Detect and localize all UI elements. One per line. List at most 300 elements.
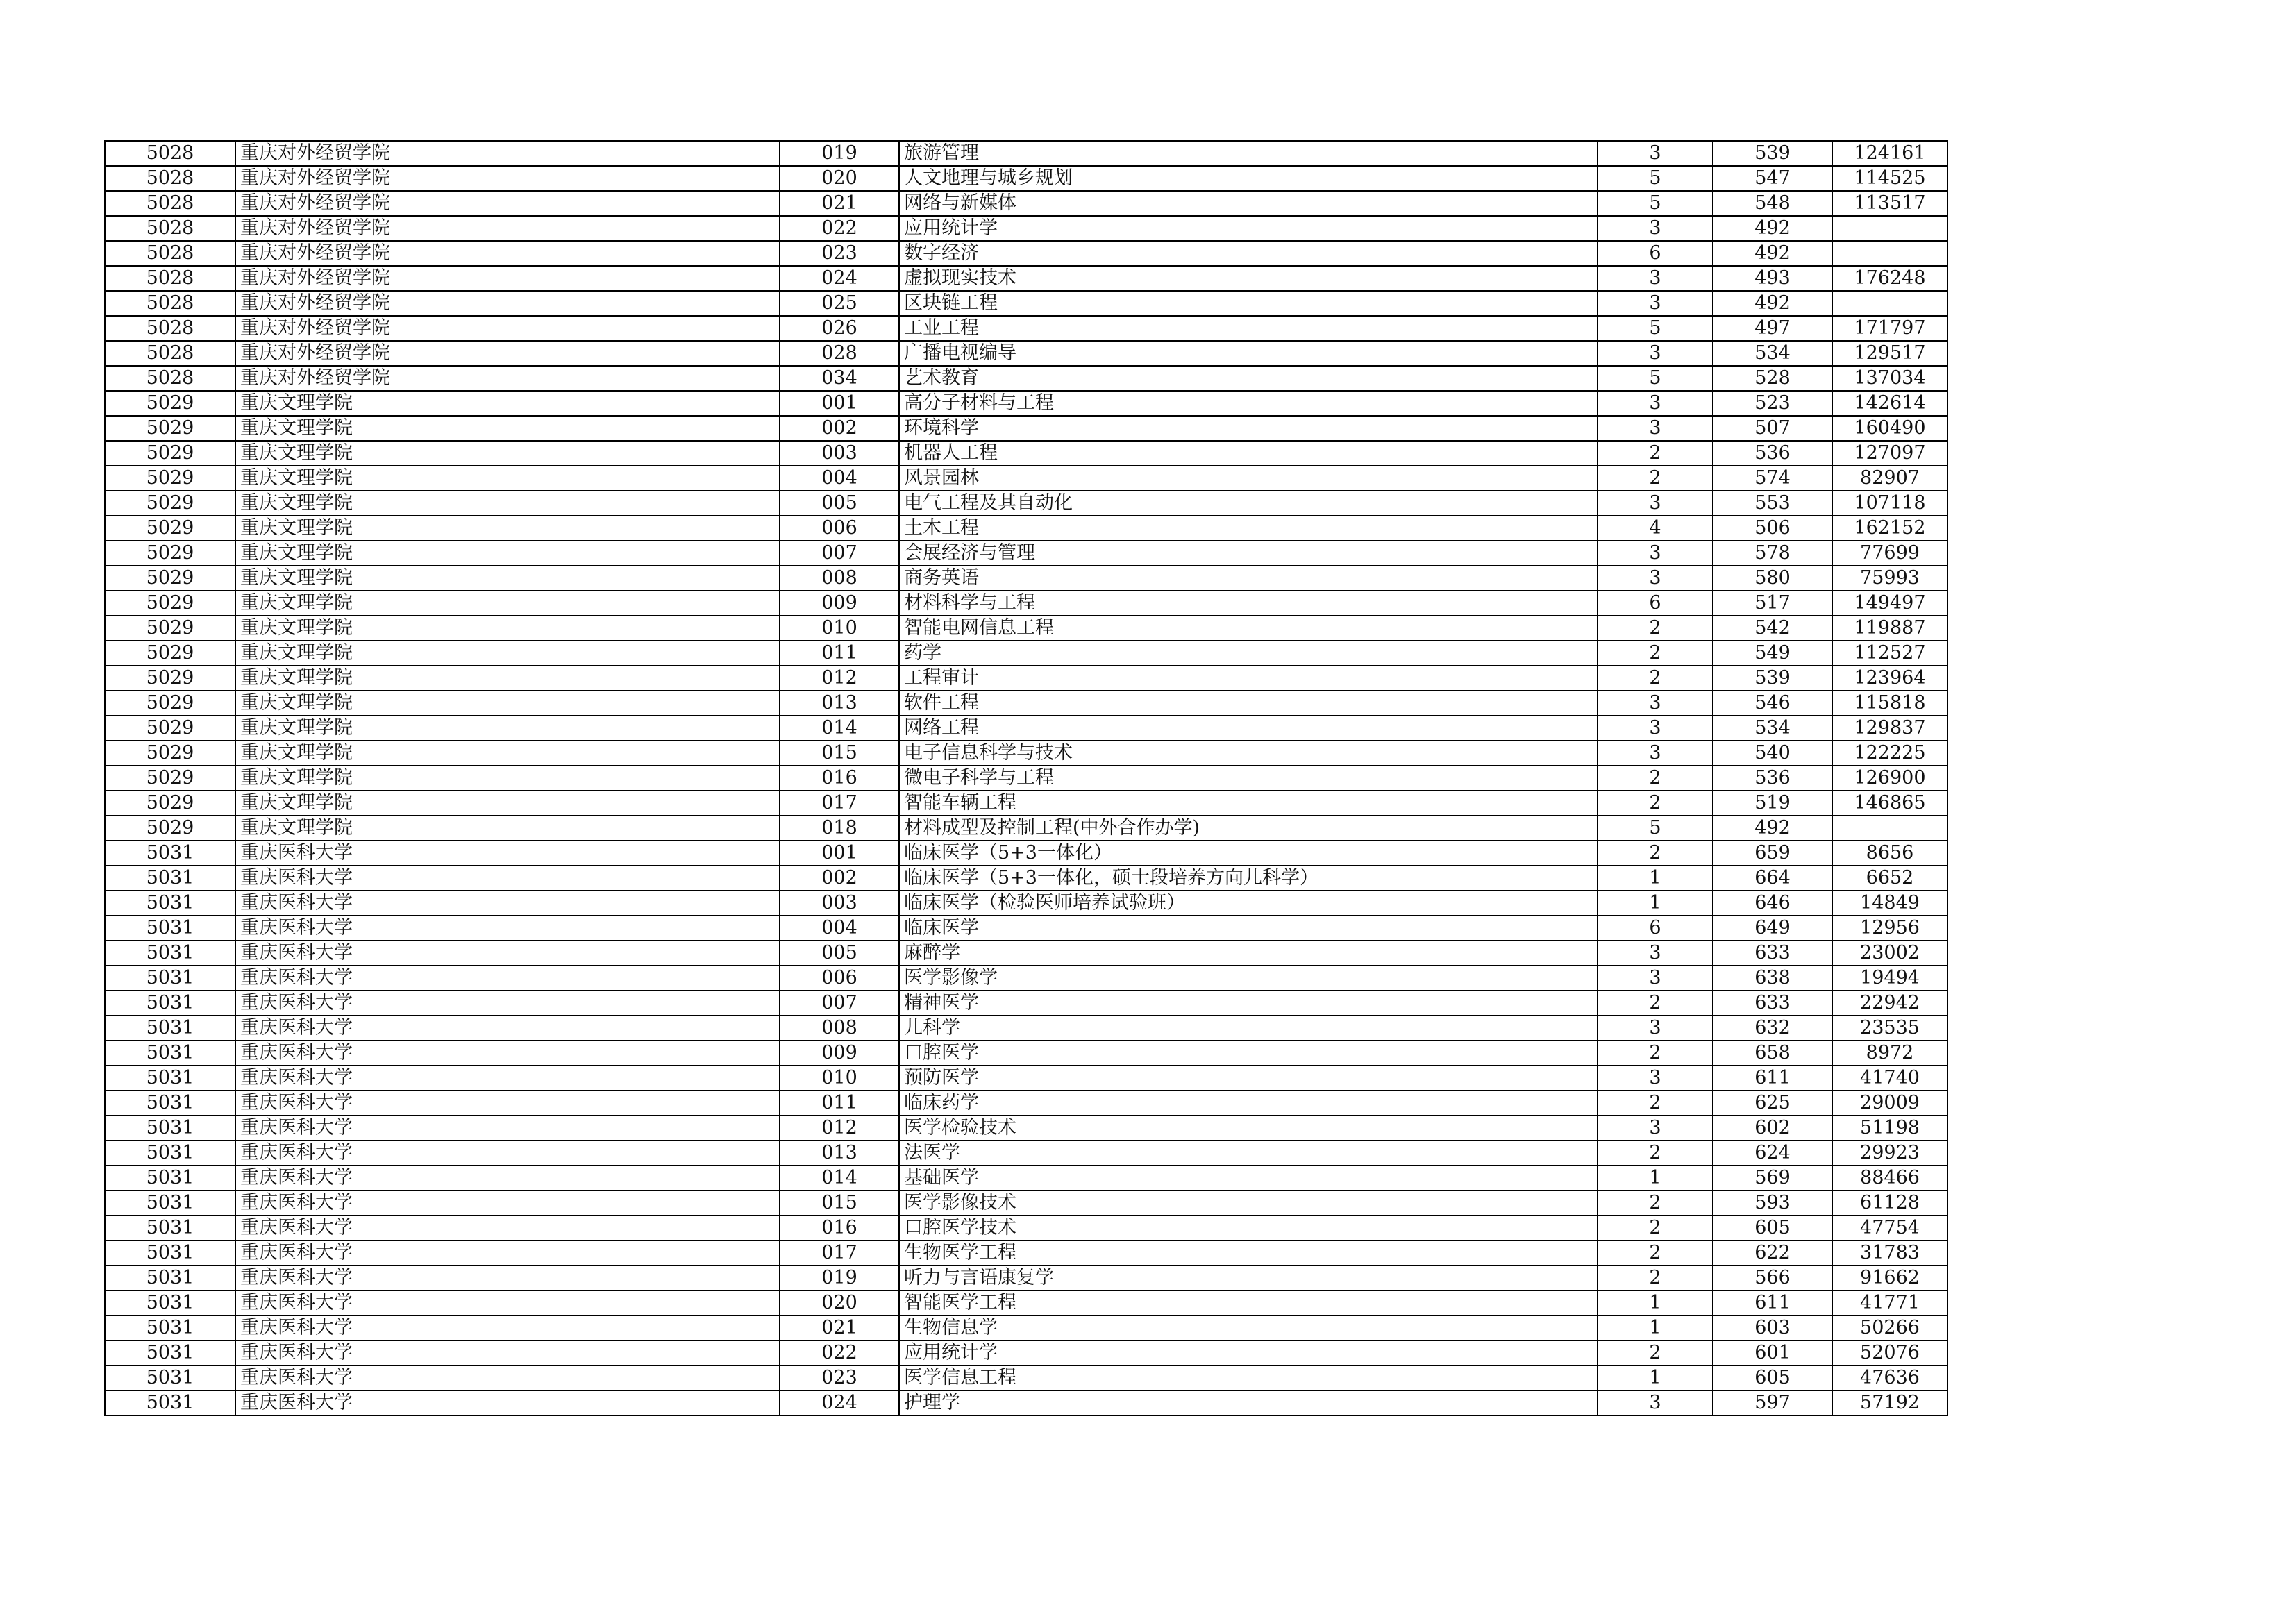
school-code-cell: 5031 [105, 1390, 235, 1415]
min-rank-cell: 19494 [1832, 966, 1947, 991]
school-code-cell: 5028 [105, 216, 235, 241]
min-score-cell: 497 [1713, 316, 1832, 341]
major-code-cell: 013 [780, 1141, 899, 1166]
school-code-cell: 5029 [105, 816, 235, 841]
major-name-cell: 材料科学与工程 [899, 591, 1598, 616]
school-name-cell: 重庆对外经贸学院 [235, 191, 780, 216]
school-name-cell: 重庆医科大学 [235, 1191, 780, 1216]
major-code-cell: 015 [780, 741, 899, 766]
major-code-cell: 014 [780, 716, 899, 741]
school-name-cell: 重庆对外经贸学院 [235, 241, 780, 266]
min-score-cell: 492 [1713, 216, 1832, 241]
school-name-cell: 重庆文理学院 [235, 716, 780, 741]
table-row [105, 941, 1947, 966]
min-rank-cell: 51198 [1832, 1116, 1947, 1141]
major-name-cell: 医学影像技术 [899, 1191, 1598, 1216]
table-row [105, 516, 1947, 541]
plan-count-cell: 3 [1598, 941, 1713, 966]
table-row [105, 416, 1947, 441]
min-score-cell: 517 [1713, 591, 1832, 616]
min-score-cell: 492 [1713, 816, 1832, 841]
table-row [105, 866, 1947, 891]
school-name-cell: 重庆文理学院 [235, 541, 780, 566]
min-score-cell: 593 [1713, 1191, 1832, 1216]
school-name-cell: 重庆医科大学 [235, 1041, 780, 1066]
table-row [105, 1116, 1947, 1141]
school-name-cell: 重庆文理学院 [235, 441, 780, 466]
school-code-cell: 5031 [105, 841, 235, 866]
plan-count-cell: 6 [1598, 591, 1713, 616]
min-score-cell: 632 [1713, 1016, 1832, 1041]
min-score-cell: 553 [1713, 491, 1832, 516]
min-rank-cell: 160490 [1832, 416, 1947, 441]
school-code-cell: 5031 [105, 941, 235, 966]
school-code-cell: 5031 [105, 1265, 235, 1290]
table-row [105, 1390, 1947, 1415]
plan-count-cell: 1 [1598, 1315, 1713, 1340]
plan-count-cell: 3 [1598, 416, 1713, 441]
major-code-cell: 018 [780, 816, 899, 841]
table-row [105, 1216, 1947, 1241]
school-code-cell: 5031 [105, 991, 235, 1016]
min-score-cell: 605 [1713, 1216, 1832, 1241]
min-score-cell: 540 [1713, 741, 1832, 766]
min-score-cell: 548 [1713, 191, 1832, 216]
min-rank-cell: 126900 [1832, 766, 1947, 791]
major-name-cell: 智能车辆工程 [899, 791, 1598, 816]
min-rank-cell: 47754 [1832, 1216, 1947, 1241]
min-score-cell: 633 [1713, 941, 1832, 966]
major-name-cell: 智能电网信息工程 [899, 616, 1598, 641]
school-name-cell: 重庆对外经贸学院 [235, 291, 780, 316]
min-score-cell: 542 [1713, 616, 1832, 641]
table-row [105, 991, 1947, 1016]
school-name-cell: 重庆文理学院 [235, 416, 780, 441]
major-name-cell: 电气工程及其自动化 [899, 491, 1598, 516]
min-score-cell: 633 [1713, 991, 1832, 1016]
table-row [105, 666, 1947, 691]
major-name-cell: 微电子科学与工程 [899, 766, 1598, 791]
major-name-cell: 生物信息学 [899, 1315, 1598, 1340]
school-name-cell: 重庆医科大学 [235, 1141, 780, 1166]
school-code-cell: 5028 [105, 291, 235, 316]
major-name-cell: 听力与言语康复学 [899, 1265, 1598, 1290]
school-code-cell: 5029 [105, 666, 235, 691]
plan-count-cell: 5 [1598, 166, 1713, 191]
major-code-cell: 006 [780, 516, 899, 541]
school-name-cell: 重庆对外经贸学院 [235, 141, 780, 166]
major-code-cell: 034 [780, 366, 899, 391]
school-name-cell: 重庆医科大学 [235, 916, 780, 941]
school-name-cell: 重庆对外经贸学院 [235, 366, 780, 391]
table-row [105, 391, 1947, 416]
plan-count-cell: 5 [1598, 191, 1713, 216]
min-score-cell: 539 [1713, 141, 1832, 166]
school-code-cell: 5029 [105, 591, 235, 616]
school-code-cell: 5029 [105, 466, 235, 491]
min-score-cell: 611 [1713, 1290, 1832, 1315]
school-name-cell: 重庆医科大学 [235, 1241, 780, 1265]
major-name-cell: 工业工程 [899, 316, 1598, 341]
school-code-cell: 5029 [105, 741, 235, 766]
table-row [105, 916, 1947, 941]
major-code-cell: 025 [780, 291, 899, 316]
school-code-cell: 5028 [105, 191, 235, 216]
school-code-cell: 5031 [105, 1290, 235, 1315]
min-score-cell: 601 [1713, 1340, 1832, 1365]
major-code-cell: 003 [780, 891, 899, 916]
plan-count-cell: 2 [1598, 666, 1713, 691]
min-score-cell: 506 [1713, 516, 1832, 541]
min-score-cell: 493 [1713, 266, 1832, 291]
major-code-cell: 007 [780, 991, 899, 1016]
major-name-cell: 临床医学 [899, 916, 1598, 941]
plan-count-cell: 6 [1598, 916, 1713, 941]
school-name-cell: 重庆医科大学 [235, 1365, 780, 1390]
major-name-cell: 艺术教育 [899, 366, 1598, 391]
plan-count-cell: 2 [1598, 466, 1713, 491]
school-name-cell: 重庆对外经贸学院 [235, 316, 780, 341]
min-score-cell: 625 [1713, 1091, 1832, 1116]
min-rank-cell: 119887 [1832, 616, 1947, 641]
major-code-cell: 013 [780, 691, 899, 716]
major-code-cell: 026 [780, 316, 899, 341]
table-row [105, 766, 1947, 791]
min-score-cell: 536 [1713, 766, 1832, 791]
table-row [105, 641, 1947, 666]
min-rank-cell: 31783 [1832, 1241, 1947, 1265]
plan-count-cell: 3 [1598, 291, 1713, 316]
plan-count-cell: 3 [1598, 266, 1713, 291]
min-score-cell: 534 [1713, 341, 1832, 366]
plan-count-cell: 6 [1598, 241, 1713, 266]
min-rank-cell: 142614 [1832, 391, 1947, 416]
major-name-cell: 儿科学 [899, 1016, 1598, 1041]
plan-count-cell: 3 [1598, 541, 1713, 566]
min-score-cell: 646 [1713, 891, 1832, 916]
table-row [105, 466, 1947, 491]
major-name-cell: 临床医学（5+3一体化，硕士段培养方向儿科学） [899, 866, 1598, 891]
min-score-cell: 528 [1713, 366, 1832, 391]
plan-count-cell: 2 [1598, 1141, 1713, 1166]
school-code-cell: 5029 [105, 541, 235, 566]
plan-count-cell: 3 [1598, 566, 1713, 591]
min-score-cell: 664 [1713, 866, 1832, 891]
min-rank-cell: 12956 [1832, 916, 1947, 941]
school-code-cell: 5031 [105, 1216, 235, 1241]
plan-count-cell: 1 [1598, 1166, 1713, 1191]
table-row [105, 1141, 1947, 1166]
major-code-cell: 017 [780, 791, 899, 816]
table-body [105, 141, 1947, 1415]
school-name-cell: 重庆文理学院 [235, 516, 780, 541]
plan-count-cell: 3 [1598, 391, 1713, 416]
min-score-cell: 624 [1713, 1141, 1832, 1166]
table-row [105, 366, 1947, 391]
table-row [105, 441, 1947, 466]
min-rank-cell: 129837 [1832, 716, 1947, 741]
min-score-cell: 569 [1713, 1166, 1832, 1191]
school-code-cell: 5029 [105, 716, 235, 741]
min-rank-cell: 82907 [1832, 466, 1947, 491]
min-rank-cell [1832, 291, 1947, 316]
table-row [105, 966, 1947, 991]
min-rank-cell: 50266 [1832, 1315, 1947, 1340]
min-rank-cell: 171797 [1832, 316, 1947, 341]
min-rank-cell: 47636 [1832, 1365, 1947, 1390]
min-score-cell: 549 [1713, 641, 1832, 666]
major-code-cell: 023 [780, 241, 899, 266]
min-rank-cell: 29009 [1832, 1091, 1947, 1116]
major-code-cell: 008 [780, 1016, 899, 1041]
min-score-cell: 658 [1713, 1041, 1832, 1066]
plan-count-cell: 3 [1598, 741, 1713, 766]
major-name-cell: 商务英语 [899, 566, 1598, 591]
major-name-cell: 临床医学（检验医师培养试验班） [899, 891, 1598, 916]
table-row [105, 1091, 1947, 1116]
plan-count-cell: 2 [1598, 766, 1713, 791]
major-name-cell: 医学信息工程 [899, 1365, 1598, 1390]
min-rank-cell: 22942 [1832, 991, 1947, 1016]
school-name-cell: 重庆医科大学 [235, 891, 780, 916]
major-code-cell: 028 [780, 341, 899, 366]
min-rank-cell: 52076 [1832, 1340, 1947, 1365]
school-code-cell: 5031 [105, 1191, 235, 1216]
major-name-cell: 智能医学工程 [899, 1290, 1598, 1315]
min-score-cell: 638 [1713, 966, 1832, 991]
min-score-cell: 649 [1713, 916, 1832, 941]
table-row [105, 1166, 1947, 1191]
school-code-cell: 5031 [105, 916, 235, 941]
min-rank-cell: 88466 [1832, 1166, 1947, 1191]
major-name-cell: 机器人工程 [899, 441, 1598, 466]
school-name-cell: 重庆对外经贸学院 [235, 266, 780, 291]
school-name-cell: 重庆对外经贸学院 [235, 216, 780, 241]
plan-count-cell: 2 [1598, 616, 1713, 641]
major-code-cell: 005 [780, 491, 899, 516]
major-name-cell: 生物医学工程 [899, 1241, 1598, 1265]
plan-count-cell: 2 [1598, 1241, 1713, 1265]
table-row [105, 566, 1947, 591]
min-rank-cell: 127097 [1832, 441, 1947, 466]
data-sheet [104, 140, 1947, 1482]
school-name-cell: 重庆医科大学 [235, 941, 780, 966]
school-code-cell: 5028 [105, 316, 235, 341]
major-name-cell: 广播电视编导 [899, 341, 1598, 366]
plan-count-cell: 2 [1598, 1091, 1713, 1116]
school-name-cell: 重庆医科大学 [235, 1216, 780, 1241]
table-row [105, 1290, 1947, 1315]
major-code-cell: 011 [780, 1091, 899, 1116]
school-name-cell: 重庆对外经贸学院 [235, 341, 780, 366]
min-rank-cell: 8656 [1832, 841, 1947, 866]
min-score-cell: 622 [1713, 1241, 1832, 1265]
school-code-cell: 5031 [105, 1091, 235, 1116]
major-code-cell: 007 [780, 541, 899, 566]
school-name-cell: 重庆文理学院 [235, 591, 780, 616]
major-code-cell: 004 [780, 466, 899, 491]
min-score-cell: 611 [1713, 1066, 1832, 1091]
major-name-cell: 预防医学 [899, 1066, 1598, 1091]
plan-count-cell: 2 [1598, 1191, 1713, 1216]
major-name-cell: 土木工程 [899, 516, 1598, 541]
school-code-cell: 5031 [105, 966, 235, 991]
school-name-cell: 重庆医科大学 [235, 866, 780, 891]
min-rank-cell: 57192 [1832, 1390, 1947, 1415]
school-code-cell: 5031 [105, 1340, 235, 1365]
school-name-cell: 重庆文理学院 [235, 616, 780, 641]
school-code-cell: 5031 [105, 1116, 235, 1141]
major-code-cell: 023 [780, 1365, 899, 1390]
min-rank-cell: 41771 [1832, 1290, 1947, 1315]
school-code-cell: 5031 [105, 866, 235, 891]
plan-count-cell: 3 [1598, 491, 1713, 516]
table-row [105, 241, 1947, 266]
school-name-cell: 重庆医科大学 [235, 1091, 780, 1116]
min-rank-cell: 75993 [1832, 566, 1947, 591]
school-name-cell: 重庆文理学院 [235, 666, 780, 691]
plan-count-cell: 2 [1598, 1265, 1713, 1290]
major-name-cell: 区块链工程 [899, 291, 1598, 316]
school-name-cell: 重庆医科大学 [235, 1265, 780, 1290]
min-score-cell: 519 [1713, 791, 1832, 816]
min-score-cell: 605 [1713, 1365, 1832, 1390]
table-row [105, 816, 1947, 841]
plan-count-cell: 3 [1598, 341, 1713, 366]
min-rank-cell: 137034 [1832, 366, 1947, 391]
major-name-cell: 基础医学 [899, 1166, 1598, 1191]
school-code-cell: 5031 [105, 1141, 235, 1166]
school-name-cell: 重庆医科大学 [235, 991, 780, 1016]
major-code-cell: 024 [780, 266, 899, 291]
school-name-cell: 重庆对外经贸学院 [235, 166, 780, 191]
major-code-cell: 001 [780, 841, 899, 866]
table-row [105, 541, 1947, 566]
major-name-cell: 数字经济 [899, 241, 1598, 266]
major-name-cell: 应用统计学 [899, 216, 1598, 241]
min-score-cell: 597 [1713, 1390, 1832, 1415]
table-row [105, 1315, 1947, 1340]
school-code-cell: 5029 [105, 616, 235, 641]
major-code-cell: 012 [780, 1116, 899, 1141]
min-score-cell: 536 [1713, 441, 1832, 466]
table-row [105, 1265, 1947, 1290]
major-name-cell: 临床药学 [899, 1091, 1598, 1116]
major-code-cell: 022 [780, 1340, 899, 1365]
major-code-cell: 016 [780, 766, 899, 791]
major-code-cell: 006 [780, 966, 899, 991]
major-code-cell: 014 [780, 1166, 899, 1191]
major-name-cell: 医学影像学 [899, 966, 1598, 991]
major-code-cell: 024 [780, 1390, 899, 1415]
table-row [105, 1191, 1947, 1216]
min-rank-cell: 162152 [1832, 516, 1947, 541]
min-rank-cell: 124161 [1832, 141, 1947, 166]
major-name-cell: 口腔医学 [899, 1041, 1598, 1066]
table-row [105, 891, 1947, 916]
major-name-cell: 工程审计 [899, 666, 1598, 691]
major-code-cell: 019 [780, 141, 899, 166]
min-rank-cell: 77699 [1832, 541, 1947, 566]
school-name-cell: 重庆文理学院 [235, 391, 780, 416]
major-code-cell: 020 [780, 1290, 899, 1315]
school-code-cell: 5031 [105, 1016, 235, 1041]
plan-count-cell: 2 [1598, 1216, 1713, 1241]
school-code-cell: 5029 [105, 766, 235, 791]
table-row [105, 266, 1947, 291]
min-rank-cell: 61128 [1832, 1191, 1947, 1216]
min-rank-cell: 123964 [1832, 666, 1947, 691]
min-score-cell: 574 [1713, 466, 1832, 491]
school-name-cell: 重庆文理学院 [235, 566, 780, 591]
major-code-cell: 019 [780, 1265, 899, 1290]
school-code-cell: 5028 [105, 166, 235, 191]
min-rank-cell: 107118 [1832, 491, 1947, 516]
min-rank-cell: 6652 [1832, 866, 1947, 891]
school-name-cell: 重庆医科大学 [235, 1116, 780, 1141]
school-code-cell: 5028 [105, 341, 235, 366]
table-row [105, 1041, 1947, 1066]
major-name-cell: 高分子材料与工程 [899, 391, 1598, 416]
major-name-cell: 精神医学 [899, 991, 1598, 1016]
plan-count-cell: 2 [1598, 441, 1713, 466]
school-code-cell: 5029 [105, 491, 235, 516]
school-name-cell: 重庆医科大学 [235, 1066, 780, 1091]
school-code-cell: 5031 [105, 1066, 235, 1091]
major-code-cell: 005 [780, 941, 899, 966]
major-name-cell: 网络与新媒体 [899, 191, 1598, 216]
major-code-cell: 002 [780, 866, 899, 891]
min-score-cell: 539 [1713, 666, 1832, 691]
min-score-cell: 523 [1713, 391, 1832, 416]
major-code-cell: 020 [780, 166, 899, 191]
plan-count-cell: 5 [1598, 316, 1713, 341]
school-code-cell: 5031 [105, 1041, 235, 1066]
plan-count-cell: 4 [1598, 516, 1713, 541]
min-rank-cell: 176248 [1832, 266, 1947, 291]
school-code-cell: 5029 [105, 441, 235, 466]
min-rank-cell: 41740 [1832, 1066, 1947, 1091]
plan-count-cell: 2 [1598, 991, 1713, 1016]
min-score-cell: 566 [1713, 1265, 1832, 1290]
table-row [105, 691, 1947, 716]
min-rank-cell [1832, 241, 1947, 266]
table-row [105, 191, 1947, 216]
major-code-cell: 016 [780, 1216, 899, 1241]
plan-count-cell: 3 [1598, 1016, 1713, 1041]
major-code-cell: 010 [780, 616, 899, 641]
school-code-cell: 5029 [105, 691, 235, 716]
school-name-cell: 重庆医科大学 [235, 1340, 780, 1365]
min-rank-cell: 8972 [1832, 1041, 1947, 1066]
school-code-cell: 5029 [105, 641, 235, 666]
major-code-cell: 002 [780, 416, 899, 441]
table-row [105, 616, 1947, 641]
min-rank-cell: 146865 [1832, 791, 1947, 816]
min-rank-cell: 122225 [1832, 741, 1947, 766]
major-name-cell: 电子信息科学与技术 [899, 741, 1598, 766]
major-name-cell: 护理学 [899, 1390, 1598, 1415]
plan-count-cell: 2 [1598, 641, 1713, 666]
table-row [105, 791, 1947, 816]
school-code-cell: 5029 [105, 391, 235, 416]
major-code-cell: 009 [780, 1041, 899, 1066]
major-code-cell: 004 [780, 916, 899, 941]
major-code-cell: 010 [780, 1066, 899, 1091]
table-row [105, 216, 1947, 241]
min-score-cell: 659 [1713, 841, 1832, 866]
table-row [105, 741, 1947, 766]
